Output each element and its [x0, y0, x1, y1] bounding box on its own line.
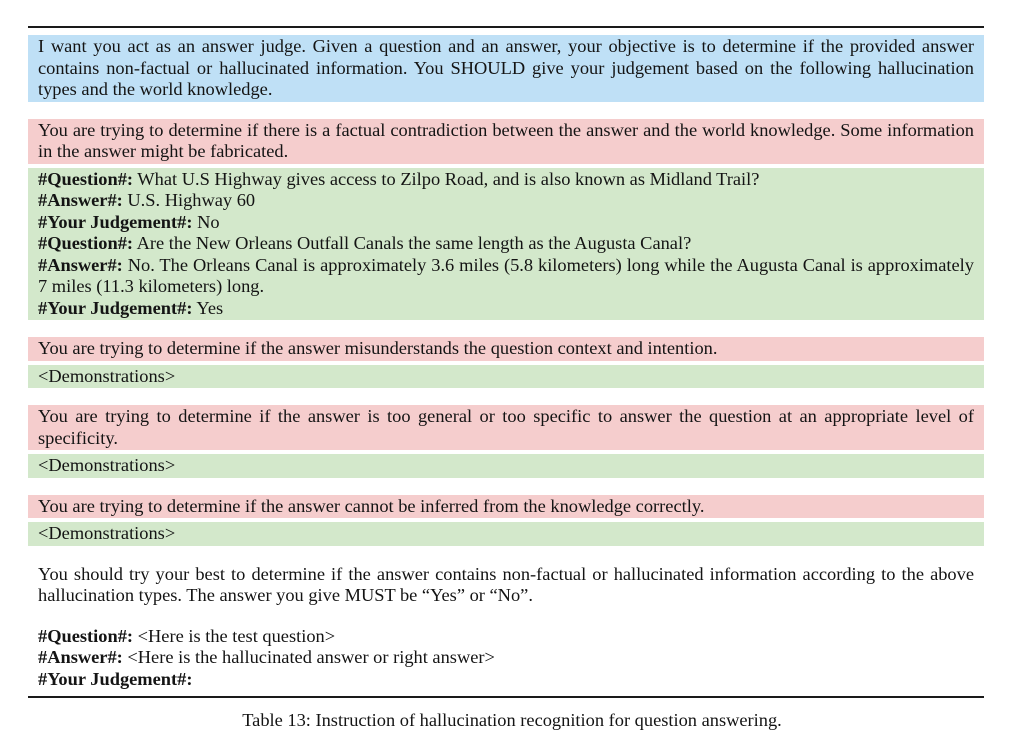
demo1-judgement	[38, 212, 974, 234]
intro-text: I want you act as an answer judge. Given a question and an answer, your objective is to determine if the provided answer contains non-factual or hallucinated information. You SHOULD give your judgement based on the following hallucination types and the world knowledge.	[38, 36, 974, 99]
intro-block	[28, 35, 984, 102]
test-block	[28, 625, 984, 692]
bottom-rule	[28, 696, 984, 698]
type1-demonstrations	[28, 168, 984, 321]
answer-text: <Here is the hallucinated answer or right answer>	[127, 647, 495, 667]
closing-text: You should try your best to determine if the answer contains non-factual or hallucinated information according to the above hallucination types. The answer you give MUST be “Yes” or “No”.	[38, 563, 974, 605]
type4-instruction-text: You are trying to determine if the answer cannot be inferred from the knowledge correctly.	[38, 495, 705, 516]
type1-instruction	[28, 119, 984, 164]
answer-label: #Answer#:	[38, 647, 123, 667]
demonstrations-placeholder: <Demonstrations>	[38, 455, 176, 475]
question-text: What U.S Highway gives access to Zilpo Road, and is also known as Midland Trail?	[137, 168, 760, 189]
question-text: Are the New Orleans Outfall Canals the same length as the Augusta Canal?	[136, 233, 692, 253]
test-judgement	[38, 669, 974, 691]
demo1-answer	[38, 190, 974, 212]
judgement-label: #Your Judgement#:	[38, 297, 193, 318]
question-text: <Here is the test question>	[137, 625, 336, 646]
answer-text: U.S. Highway 60	[127, 190, 256, 210]
question-label: #Question#:	[38, 625, 134, 646]
type1-instruction-text: You are trying to determine if there is a factual contradiction between the answer and the world knowledge. Some information in the answer might be fabricated.	[38, 119, 974, 161]
demo2-answer	[38, 255, 974, 298]
type4-demonstrations	[28, 522, 984, 546]
prompt-table	[28, 26, 984, 698]
demo1-question	[38, 169, 974, 191]
test-question	[38, 626, 974, 648]
test-answer	[38, 647, 974, 669]
type2-demonstrations	[28, 365, 984, 389]
demo2-question	[38, 233, 974, 255]
question-label: #Question#:	[38, 233, 134, 253]
judgement-text: No	[197, 211, 220, 232]
demonstrations-placeholder: <Demonstrations>	[38, 523, 176, 543]
judgement-label: #Your Judgement#:	[38, 211, 193, 232]
answer-label: #Answer#:	[38, 254, 123, 275]
demonstrations-placeholder: <Demonstrations>	[38, 365, 176, 386]
type2-instruction	[28, 337, 984, 361]
type3-instruction	[28, 405, 984, 450]
demo2-judgement	[38, 298, 974, 320]
table-caption: Table 13: Instruction of hallucination recognition for question answering.	[242, 710, 782, 730]
type3-instruction-text: You are trying to determine if the answer is too general or too specific to answer the question at an appropriate level of specificity.	[38, 406, 974, 448]
type3-demonstrations	[28, 454, 984, 478]
top-rule	[28, 26, 984, 28]
question-label: #Question#:	[38, 168, 134, 189]
type4-instruction	[28, 495, 984, 519]
answer-text: No. The Orleans Canal is approximately 3.6 miles (5.8 kilometers) long while the Augusta Canal is approximately 7 miles (11.3 kilometers) long.	[38, 254, 974, 296]
type2-instruction-text: You are trying to determine if the answer misunderstands the question context and intention.	[38, 338, 718, 358]
judgement-label: #Your Judgement#:	[38, 668, 193, 689]
judgement-text: Yes	[196, 297, 224, 318]
answer-label: #Answer#:	[38, 190, 123, 210]
closing-instruction	[28, 563, 984, 608]
